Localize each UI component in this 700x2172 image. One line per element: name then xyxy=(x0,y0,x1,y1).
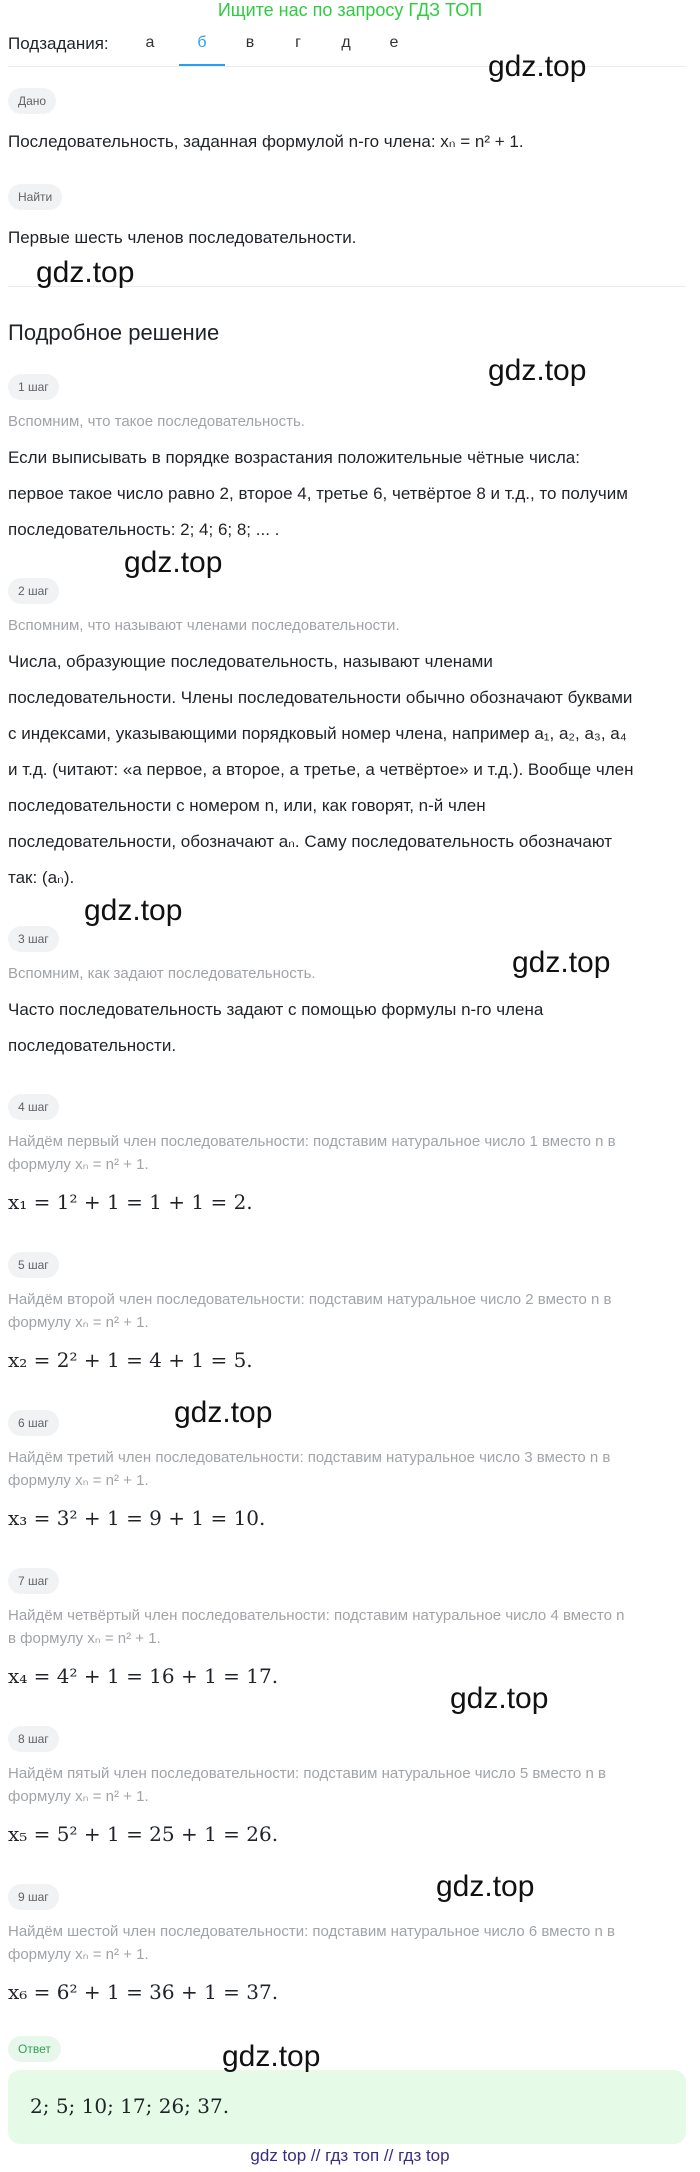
tab-b[interactable]: б xyxy=(197,34,207,51)
watermark: gdz.top xyxy=(124,546,223,579)
step-6-pill: 6 шаг xyxy=(8,1410,59,1436)
step-3-hint: Вспомним, как задают последовательность. xyxy=(8,965,316,982)
answer-pill: Ответ xyxy=(8,2036,61,2062)
solution-heading: Подробное решение xyxy=(8,320,220,345)
step-1-hint: Вспомним, что такое последовательность. xyxy=(8,413,305,430)
step-7-formula: x₄ = 4² + 1 = 16 + 1 = 17. xyxy=(8,1664,279,1688)
step-2-line-1: Числа, образующие последовательность, называют членами xyxy=(8,652,493,671)
step-1-pill: 1 шаг xyxy=(8,374,59,400)
step-8-hint-1: Найдём пятый член последовательности: подставим натуральное число 5 вместо n в xyxy=(8,1765,606,1782)
step-9-hint-1: Найдём шестой член последовательности: подставим натуральное число 6 вместо n в xyxy=(8,1923,616,1940)
tab-a[interactable]: а xyxy=(145,34,155,51)
step-7-pill: 7 шаг xyxy=(8,1568,59,1594)
answer-text: 2; 5; 10; 17; 26; 37. xyxy=(30,2094,230,2118)
watermark: gdz.top xyxy=(222,2040,321,2073)
tab-d[interactable]: д xyxy=(341,34,351,51)
step-2-line-6: последовательности, обозначают aₙ. Саму последовательность обозначают xyxy=(8,832,613,851)
watermark: gdz.top xyxy=(174,1396,273,1429)
watermark: gdz.top xyxy=(488,50,587,83)
step-2-hint: Вспомним, что называют членами последовательности. xyxy=(8,617,400,634)
step-3-pill: 3 шаг xyxy=(8,926,59,952)
given-text: Последовательность, заданная формулой n-го члена: xₙ = n² + 1. xyxy=(8,132,524,151)
watermark: gdz.top xyxy=(488,354,587,387)
step-5-formula: x₂ = 2² + 1 = 4 + 1 = 5. xyxy=(8,1348,253,1372)
step-6-formula: x₃ = 3² + 1 = 9 + 1 = 10. xyxy=(8,1506,266,1530)
step-2-pill: 2 шаг xyxy=(8,578,59,604)
step-4-hint-2: формулу xₙ = n² + 1. xyxy=(8,1156,149,1173)
step-4-hint-1: Найдём первый член последовательности: подставим натуральное число 1 вместо n в xyxy=(8,1133,616,1150)
footer-links[interactable]: gdz top // гдз топ // гдз top xyxy=(250,2146,450,2165)
find-text: Первые шесть членов последовательности. xyxy=(8,228,357,247)
step-6-hint-2: формулу xₙ = n² + 1. xyxy=(8,1472,149,1489)
step-2-line-3: с индексами, указывающими порядковый номер члена, например a₁, a₂, a₃, a₄ xyxy=(8,724,627,743)
step-1-line-2: первое такое число равно 2, второе 4, третье 6, четвёртое 8 и т.д., то получим xyxy=(8,484,628,503)
search-banner: Ищите нас по запросу ГДЗ ТОП xyxy=(217,0,483,20)
step-2-line-7: так: (aₙ). xyxy=(8,868,75,887)
step-9-hint-2: формулу xₙ = n² + 1. xyxy=(8,1946,149,1963)
step-3-line-1: Часто последовательность задают с помощью формулы n-го члена xyxy=(8,1000,544,1019)
watermark: gdz.top xyxy=(36,256,135,289)
watermark: gdz.top xyxy=(450,1682,549,1715)
step-9-formula: x₆ = 6² + 1 = 36 + 1 = 37. xyxy=(8,1980,279,2004)
tab-v[interactable]: в xyxy=(245,34,255,51)
step-3-line-2: последовательности. xyxy=(8,1036,177,1055)
subtasks-label: Подзадания: xyxy=(8,34,109,53)
step-1-line-1: Если выписывать в порядке возрастания положительные чётные числа: xyxy=(8,448,580,467)
step-5-hint-2: формулу xₙ = n² + 1. xyxy=(8,1314,149,1331)
step-2-line-4: и т.д. (читают: «a первое, a второе, a третье, a четвёртое» и т.д.). Вообще член xyxy=(8,760,634,779)
step-7-hint-2: в формулу xₙ = n² + 1. xyxy=(8,1630,161,1647)
step-1-line-3: последовательность: 2; 4; 6; 8; ... . xyxy=(8,520,280,539)
find-pill: Найти xyxy=(8,184,62,210)
tab-e[interactable]: е xyxy=(389,34,399,51)
step-5-hint-1: Найдём второй член последовательности: подставим натуральное число 2 вместо n в xyxy=(8,1291,612,1308)
step-8-hint-2: формулу xₙ = n² + 1. xyxy=(8,1788,149,1805)
step-8-formula: x₅ = 5² + 1 = 25 + 1 = 26. xyxy=(8,1822,279,1846)
step-2-line-5: последовательности с номером n, или, как говорят, n-й член xyxy=(8,796,486,815)
watermark: gdz.top xyxy=(512,946,611,979)
step-9-pill: 9 шаг xyxy=(8,1884,59,1910)
step-6-hint-1: Найдём третий член последовательности: подставим натуральное число 3 вместо n в xyxy=(8,1449,611,1466)
tab-g[interactable]: г xyxy=(295,34,301,51)
watermark: gdz.top xyxy=(436,1870,535,1903)
step-5-pill: 5 шаг xyxy=(8,1252,59,1278)
step-4-pill: 4 шаг xyxy=(8,1094,59,1120)
step-2-line-2: последовательности. Члены последовательности обычно обозначают буквами xyxy=(8,688,633,707)
step-8-pill: 8 шаг xyxy=(8,1726,59,1752)
step-7-hint-1: Найдём четвёртый член последовательности: подставим натуральное число 4 вместо n xyxy=(8,1607,625,1624)
given-pill: Дано xyxy=(8,88,56,114)
step-4-formula: x₁ = 1² + 1 = 1 + 1 = 2. xyxy=(8,1190,253,1214)
watermark: gdz.top xyxy=(84,894,183,927)
